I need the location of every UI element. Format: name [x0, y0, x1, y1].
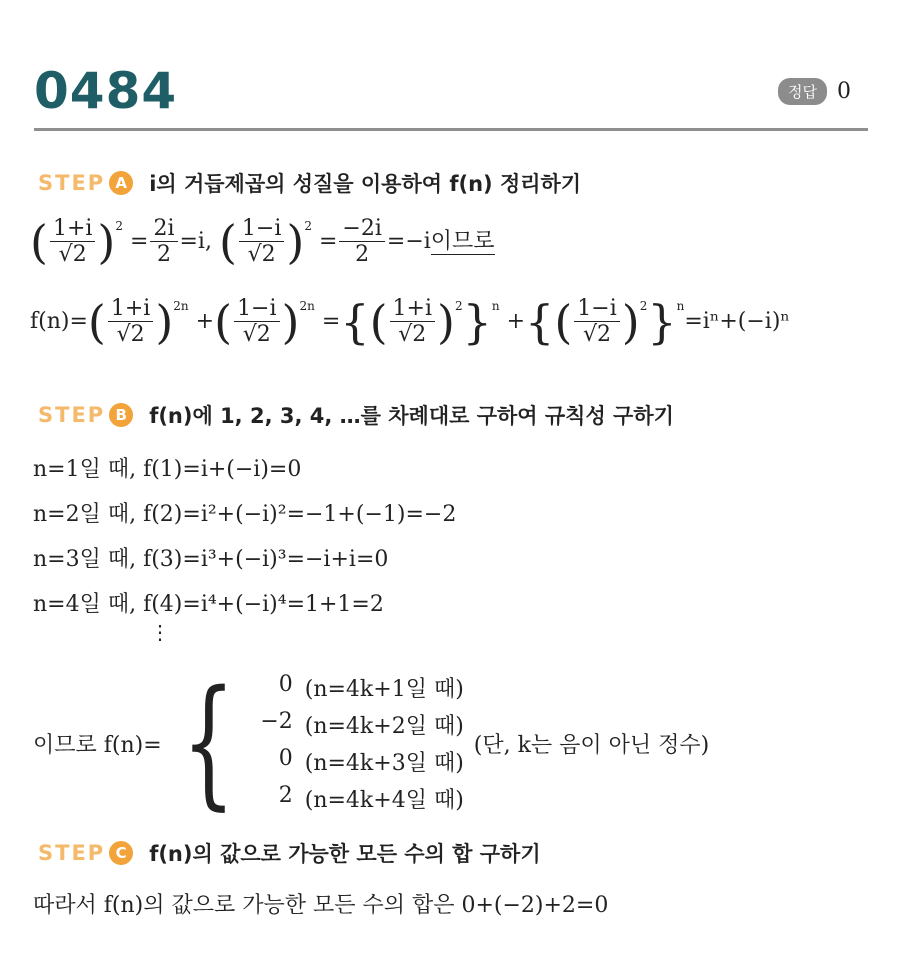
- equals-i: =i,: [179, 229, 212, 254]
- step-title: f(n)의 값으로 가능한 모든 수의 합 구하기: [149, 842, 541, 866]
- step-a-line-2: f(n)=( $\frac{1+i}{√2}$ )$^{2n}$ +( $\frac{1-i}{√2}$ )$^{2n}$ ={( $\frac{1+i}{√2}$ )$^2$}$^n$ +{( $\frac{1-i}{√2}$ )$^2$}$^n$=iⁿ+(−i)ⁿ: [30, 295, 790, 349]
- fraction-numerator: 2i: [150, 216, 177, 242]
- fraction-numerator: 1+i: [390, 296, 435, 322]
- fraction-denominator: 2: [355, 241, 370, 267]
- fraction-numerator: 1−i: [574, 296, 619, 322]
- answer-label-badge: 정답: [778, 78, 827, 105]
- fraction-denominator: 2: [156, 241, 171, 267]
- step-b-heading: [38, 400, 674, 430]
- fraction-numerator: 1+i: [50, 216, 95, 242]
- step-c-conclusion: 따라서 f(n)의 값으로 가능한 모든 수의 합은 0+(−2)+2=0: [33, 893, 609, 918]
- case-value: −2: [260, 709, 293, 734]
- case-row: [259, 672, 464, 703]
- fraction-denominator: √2: [116, 321, 145, 347]
- piecewise-definition: [33, 661, 710, 824]
- fraction-numerator: 1−i: [234, 296, 279, 322]
- left-brace: {: [181, 661, 235, 824]
- case-value: 0: [278, 746, 293, 771]
- fraction-denominator: √2: [398, 321, 427, 347]
- step-letter-badge: B: [109, 403, 133, 427]
- step-word: STEP: [38, 403, 106, 427]
- step-word: STEP: [38, 171, 106, 195]
- fraction-denominator: √2: [242, 321, 271, 347]
- vertical-ellipsis: ⋮: [150, 620, 170, 644]
- step-b-line-3: n=3일 때, f(3)=i³+(−i)³=−i+i=0: [33, 547, 389, 572]
- fraction-numerator: −2i: [339, 216, 384, 242]
- step-word: STEP: [38, 841, 106, 865]
- case-condition: (n=4k+3일 때): [304, 751, 464, 776]
- case-row: [259, 746, 464, 777]
- step-a-heading: [38, 168, 581, 198]
- cases-prefix: 이므로 f(n)=: [33, 732, 162, 758]
- fraction-denominator: √2: [247, 241, 276, 267]
- step-b-line-2: n=2일 때, f(2)=i²+(−i)²=−1+(−1)=−2: [33, 502, 457, 527]
- step-b-line-4: n=4일 때, f(4)=i⁴+(−i)⁴=1+1=2: [33, 592, 384, 617]
- equals-minus-i: =−i: [386, 229, 431, 254]
- case-condition: (n=4k+2일 때): [304, 714, 464, 739]
- fraction-numerator: 1+i: [108, 296, 153, 322]
- step-a-line-1: ( $\frac{1+i}{√2}$ )$^2$ = $\frac{2i}{2}$ =i, ( $\frac{1-i}{√2}$ )$^2$ = $\frac{-2i}{2}$ =−i이므로: [30, 215, 495, 269]
- case-value: 0: [278, 672, 293, 697]
- answer-value: 0: [836, 79, 851, 104]
- underlined-conclusion: 이므로: [430, 229, 495, 254]
- step-letter-badge: C: [109, 841, 133, 865]
- case-row: [259, 709, 464, 740]
- case-condition: (n=4k+1일 때): [304, 677, 464, 702]
- fraction-denominator: √2: [583, 321, 612, 347]
- answer-box: [778, 78, 851, 105]
- cases-note: (단, k는 음이 아닌 정수): [473, 732, 710, 758]
- fn-label: f(n)=: [30, 309, 88, 334]
- case-condition: (n=4k+4일 때): [304, 788, 464, 813]
- header-divider: [34, 128, 868, 131]
- case-value: 2: [278, 783, 293, 808]
- case-row: [259, 783, 464, 814]
- step-b-line-1: n=1일 때, f(1)=i+(−i)=0: [33, 457, 302, 482]
- step-letter-badge: A: [109, 171, 133, 195]
- step-title: f(n)에 1, 2, 3, 4, …를 차례대로 구하여 규칙성 구하기: [149, 404, 674, 428]
- fraction-denominator: √2: [58, 241, 87, 267]
- fraction-numerator: 1−i: [239, 216, 284, 242]
- step-c-heading: [38, 838, 541, 868]
- result-expression: =iⁿ+(−i)ⁿ: [684, 309, 790, 334]
- problem-number: 0484: [34, 62, 178, 120]
- step-title: i의 거듭제곱의 성질을 이용하여 f(n) 정리하기: [149, 172, 582, 196]
